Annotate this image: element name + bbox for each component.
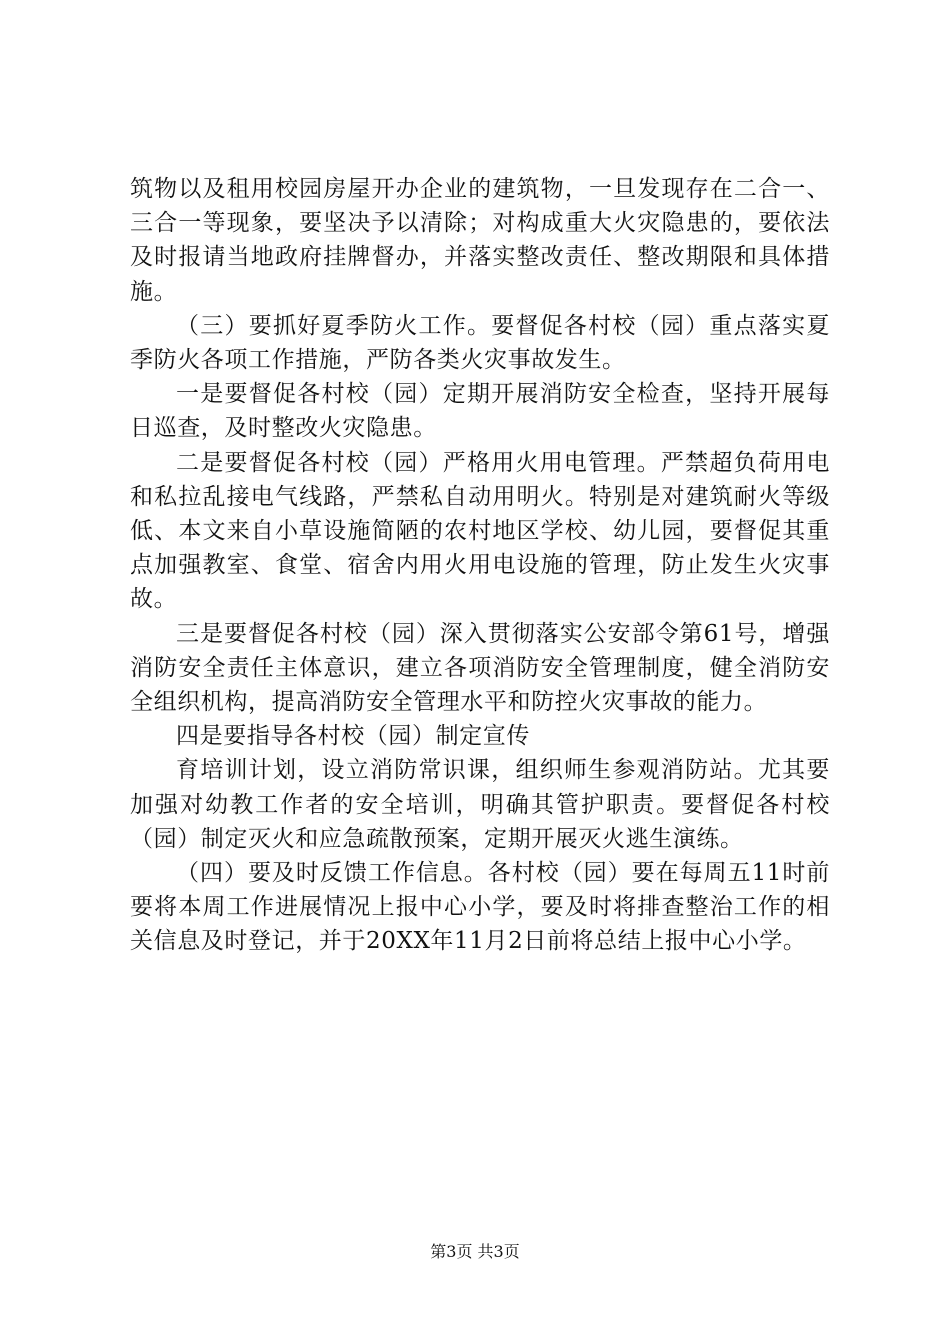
- paragraph-continuation: 筑物以及租用校园房屋开办企业的建筑物，一旦发现存在二合一、三合一等现象，要坚决予以清除；对构成重大火灾隐患的，要依法及时报请当地政府挂牌督办，并落实整改责任、整改期限和具体措施。: [130, 176, 830, 305]
- document-body: [130, 172, 830, 959]
- paragraph-section-four: （四）要及时反馈工作信息。各村校（园）要在每周五11时前要将本周工作进展情况上报中心小学，要及时将排查整治工作的相关信息及时登记，并于20XX年11月2日前将总结上报中心小学。: [130, 860, 830, 955]
- paragraph-section-three: （三）要抓好夏季防火工作。要督促各村校（园）重点落实夏季防火各项工作措施，严防各类火灾事故发生。: [130, 312, 830, 374]
- paragraph-item-four-continued: 育培训计划，设立消防常识课，组织师生参观消防站。尤其要加强对幼教工作者的安全培训，明确其管护职责。要督促各村校（园）制定灭火和应急疏散预案，定期开展灭火逃生演练。: [130, 757, 830, 852]
- paragraph-item-one: 一是要督促各村校（园）定期开展消防安全检查，坚持开展每日巡查，及时整改火灾隐患。: [130, 381, 830, 442]
- paragraph-item-three: 三是要督促各村校（园）深入贯彻落实公安部令第61号，增强消防安全责任主体意识，建立各项消防安全管理制度，健全消防安全组织机构，提高消防安全管理水平和防控火灾事故的能力。: [130, 620, 830, 716]
- paragraph-item-four: 四是要指导各村校（园）制定宣传: [176, 723, 530, 750]
- page-footer: 第3页 共3页: [430, 1242, 520, 1261]
- paragraph-item-two: 二是要督促各村校（园）严格用火用电管理。严禁超负荷用电和私拉乱接电气线路，严禁私自动用明火。特别是对建筑耐火等级低、本文来自小草设施简陋的农村地区学校、幼儿园，要督促其重点加强教室、食堂、宿舍内用火用电设施的管理，防止发生火灾事故。: [130, 449, 830, 613]
